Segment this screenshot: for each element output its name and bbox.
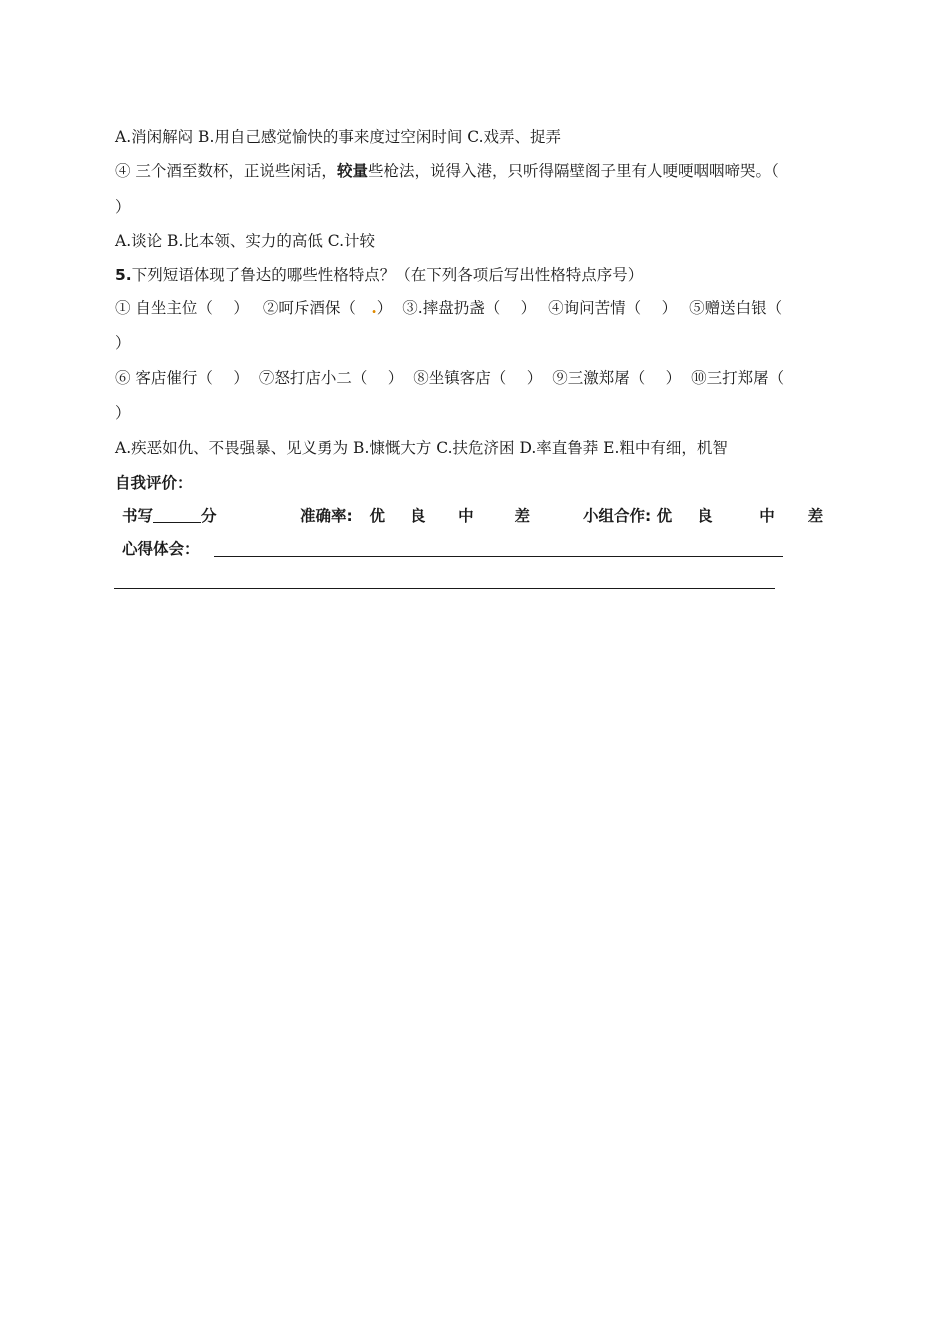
q5-item-4: ④询问苦情（ ） xyxy=(548,299,678,317)
q5-item-1: ① 自坐主位（ ） xyxy=(115,299,249,317)
q5-question xyxy=(115,264,845,286)
accuracy-label: 准确率: xyxy=(300,507,353,525)
q5-item-9: ⑨三激郑屠（ ） xyxy=(552,369,682,387)
q4-sentence-keyword: 较量 xyxy=(336,162,368,180)
writing-score xyxy=(122,505,217,527)
accuracy-level-excellent[interactable]: 优 xyxy=(369,507,386,525)
q5-options: A.疾恶如仇、不畏强暴、见义勇为 B.慷慨大方 C.扶危济困 D.率直鲁莽 E.粗中有细，机智 xyxy=(115,439,728,457)
reflection-line-1[interactable] xyxy=(214,556,783,557)
q5-item-10: ⑩三打郑屠（ xyxy=(691,369,785,387)
q4-sentence xyxy=(115,160,845,182)
writing-unit: 分 xyxy=(201,507,217,525)
reflection-line-2[interactable] xyxy=(114,588,775,589)
writing-score-blank[interactable] xyxy=(153,506,201,523)
accuracy-rating xyxy=(300,505,530,527)
group-level-average[interactable]: 中 xyxy=(759,507,775,525)
q5-item-8: ⑧坐镇客店（ ） xyxy=(413,369,543,387)
group-rating xyxy=(583,505,823,527)
q5-row1 xyxy=(115,297,845,319)
q5-item-5: ⑤赠送白银（ xyxy=(689,299,783,317)
q5-number: 5. xyxy=(115,266,132,284)
q5-item-2-pre: ②呵斥酒保（ xyxy=(262,299,372,317)
q3-options: A.消闲解闷 B.用自己感觉愉快的事来度过空闲时间 C.戏弄、捉弄 xyxy=(115,128,562,146)
q5-row2-close: ） xyxy=(115,404,131,422)
q5-item-6: ⑥ 客店催行（ ） xyxy=(115,369,249,387)
q5-row2 xyxy=(115,367,845,389)
group-label: 小组合作: xyxy=(583,507,652,525)
accuracy-level-poor[interactable]: 差 xyxy=(514,507,531,525)
evaluation-heading: 自我评价： xyxy=(115,474,193,492)
accuracy-level-average[interactable]: 中 xyxy=(458,507,474,525)
q5-question-text: 下列短语体现了鲁达的哪些性格特点？（在下列各项后写出性格特点序号） xyxy=(131,266,644,284)
q4-sentence-pre: ④ 三个酒至数杯，正说些闲话， xyxy=(115,162,337,180)
q4-options: A.谈论 B.比本领、实力的高低 C.计较 xyxy=(115,232,376,250)
q5-item-3: ③.摔盘扔盏（ ） xyxy=(402,299,537,317)
reflection-label: 心得体会： xyxy=(122,540,200,558)
accuracy-level-good[interactable]: 良 xyxy=(409,507,426,525)
writing-label: 书写 xyxy=(122,507,154,525)
q4-close-paren: ） xyxy=(115,198,131,216)
q4-sentence-post: 些枪法，说得入港，只听得隔壁阁子里有人哽哽咽咽啼哭。（ xyxy=(367,162,779,180)
group-level-good[interactable]: 良 xyxy=(696,507,713,525)
group-level-poor[interactable]: 差 xyxy=(807,507,824,525)
group-level-excellent[interactable]: 优 xyxy=(656,507,673,525)
q5-row1-close: ） xyxy=(115,334,131,352)
q5-item-2-dot: . xyxy=(371,298,377,317)
q5-item-7: ⑦怒打店小二（ ） xyxy=(258,369,404,387)
q5-item-2-post: ） xyxy=(376,299,393,317)
